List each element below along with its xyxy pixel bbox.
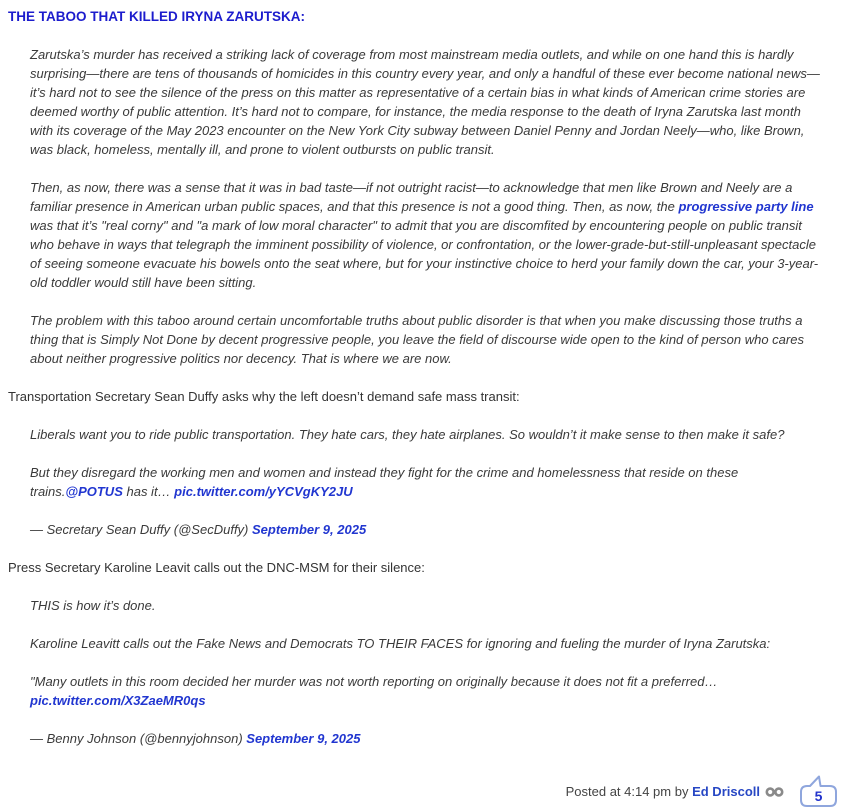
comments-bubble[interactable] (795, 775, 841, 808)
blockquote (30, 463, 821, 501)
blockquote (30, 596, 821, 615)
text-segment: Zarutska’s murder has received a striking lack of coverage from most mainstream media outlets, and while on one hand this is hardly surprising—there are tens of thousands of homicides in this country every year, and only a handful of these ever become national news—it’s hard not to see the silence of the press on this matter as representative of a certain bias in what kinds of American crime stories are deemed worthy of public attention. It’s hard not to compare, for instance, the media response to the death of Iryna Zarutska last month with its coverage of the May 2023 encounter on the New York City subway between Daniel Penny and Jordan Neely—who, like Brown, was black, homeless, mentally ill, and prone to violent outbursts on public transit. (30, 47, 820, 157)
permalink-chain-icon[interactable] (765, 786, 785, 798)
inline-link[interactable]: pic.twitter.com/yYCVgKY2JU (174, 484, 353, 499)
text-segment: was that it’s "real corny" and "a mark of low moral character" to admit that you are discomfited by encountering people on public transit who behave in ways that telegraph the imminent possibility of violence, or confrontation, or the lower-grade-but-still-unpleasant spectacle of seeing someone evacuate his bowels onto the seat where, but for your instinctive choice to herd your family down the car, your 3-year-old toddler would still have been sitting. (30, 218, 819, 290)
text-segment: Liberals want you to ride public transportation. They hate cars, they hate airplanes. So wouldn’t it make sense to then make it safe? (30, 427, 785, 442)
text-segment: — Secretary Sean Duffy (@SecDuffy) (30, 522, 252, 537)
inline-link[interactable]: September 9, 2025 (252, 522, 367, 537)
text-segment: The problem with this taboo around certain uncomfortable truths about public disorder is that when you make discussing those truths a thing that is Simply Not Done by decent progressive people, you leave the field of discourse wide open to the kind of person who cares about neither progressive politics nor decency. That is where we are now. (30, 313, 804, 366)
blockquote (30, 178, 821, 292)
text-segment: Press Secretary Karoline Leavit calls out the DNC-MSM for their silence: (8, 560, 425, 575)
inline-link[interactable]: @POTUS (65, 484, 123, 499)
text-segment: has it… (122, 484, 175, 499)
blockquote (30, 425, 821, 444)
posted-timestamp: Posted at 4:14 pm by (565, 784, 693, 799)
inline-link[interactable]: pic.twitter.com/X3ZaeMR0qs (30, 693, 206, 708)
text-segment: "Many outlets in this room decided her murder was not worth reporting on originally because it does not fit a preferred… (30, 674, 718, 689)
paragraph (8, 558, 841, 577)
text-segment: Then, as now, there was a sense that it was in bad taste—if not outright racist—to acknowledge that men like Brown and Neely are a familiar presence in American urban public spaces, and that this presence is not a good thing. Then, as now, the (30, 180, 793, 214)
post-footer (566, 775, 841, 808)
inline-link[interactable]: progressive party line (678, 199, 814, 214)
text-segment: — Benny Johnson (@bennyjohnson) (30, 731, 247, 746)
post-title-link[interactable]: THE TABOO THAT KILLED IRYNA ZARUTSKA: (8, 9, 305, 24)
text-segment: Karoline Leavitt calls out the Fake News and Democrats TO THEIR FACES for ignoring and fueling the murder of Iryna Zarutska: (30, 636, 771, 651)
blockquote (30, 672, 821, 710)
comment-count: 5 (814, 788, 823, 804)
inline-link[interactable]: September 9, 2025 (246, 731, 361, 746)
post-body (8, 45, 841, 748)
text-segment: THIS is how it’s done. (30, 598, 156, 613)
blockquote (30, 634, 821, 653)
text-segment: But they disregard the working men and women and instead they fight for the crime and homelessness that reside on these trains. (30, 465, 739, 499)
text-segment: Transportation Secretary Sean Duffy asks why the left doesn’t demand safe mass transit: (8, 389, 520, 404)
blockquote (30, 729, 821, 748)
blockquote (30, 311, 821, 368)
blockquote (30, 45, 821, 159)
author-link[interactable]: Ed Driscoll (692, 784, 760, 799)
blockquote (30, 520, 821, 539)
paragraph (8, 387, 841, 406)
